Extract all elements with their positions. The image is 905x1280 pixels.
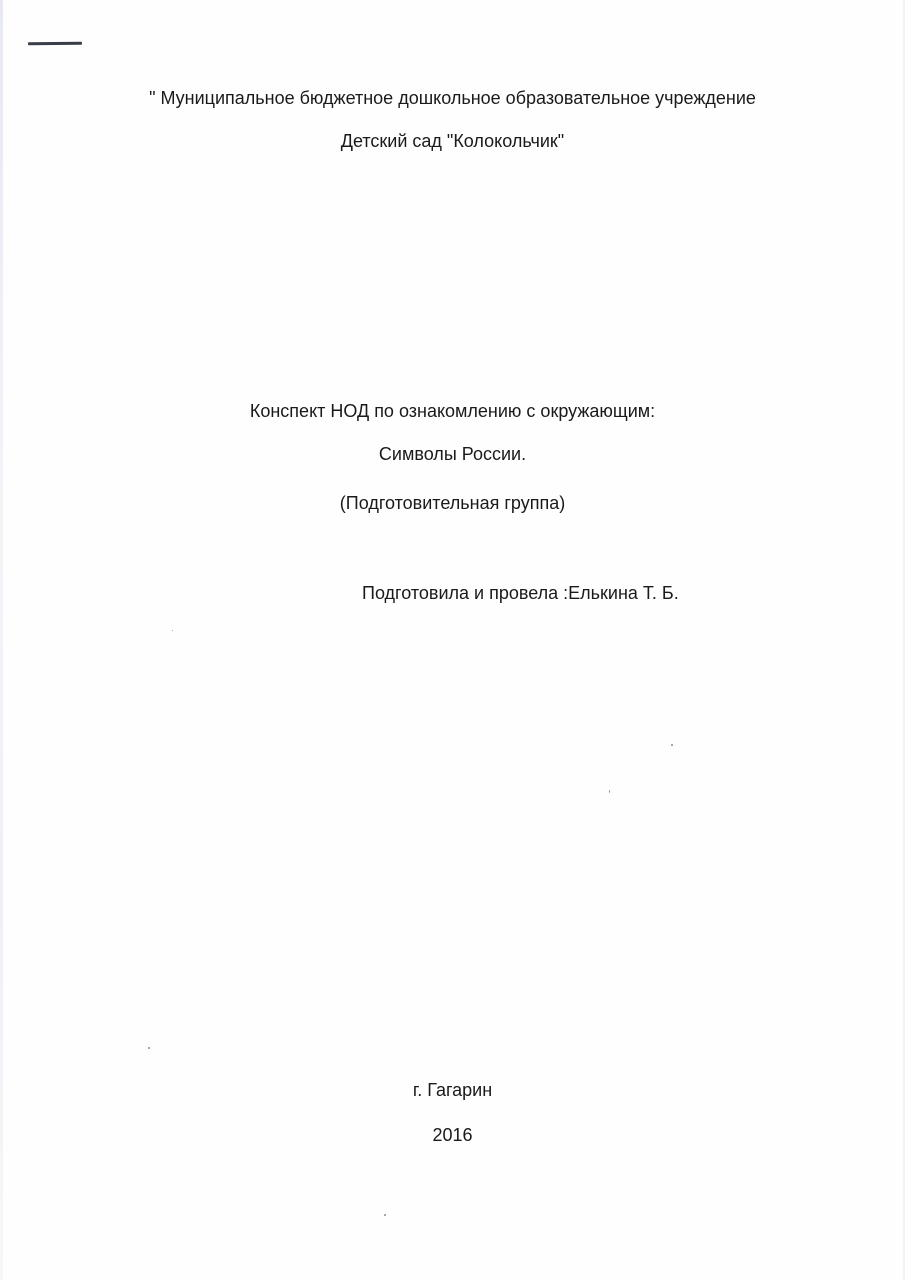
document-title: Конспект НОД по ознакомлению с окружающим:: [249, 401, 656, 421]
institution-line-1: " Муниципальное бюджетное дошкольное образовательное учреждение: [149, 88, 756, 108]
scan-speck: [384, 1214, 386, 1216]
document-city: г. Гагарин: [412, 1080, 493, 1100]
document-year: 2016: [432, 1125, 473, 1145]
document-group: (Подготовительная группа): [339, 493, 566, 513]
document-author: Подготовила и провела :Елькина Т. Б.: [362, 583, 679, 603]
scan-speck: [671, 744, 673, 746]
scan-speck: [609, 790, 610, 793]
document-topic: Символы России.: [378, 444, 527, 464]
institution-line-2: Детский сад "Колокольчик": [340, 131, 565, 151]
scan-speck: [148, 1047, 150, 1049]
scan-speck: [172, 630, 173, 631]
corner-pen-mark: [28, 42, 82, 46]
